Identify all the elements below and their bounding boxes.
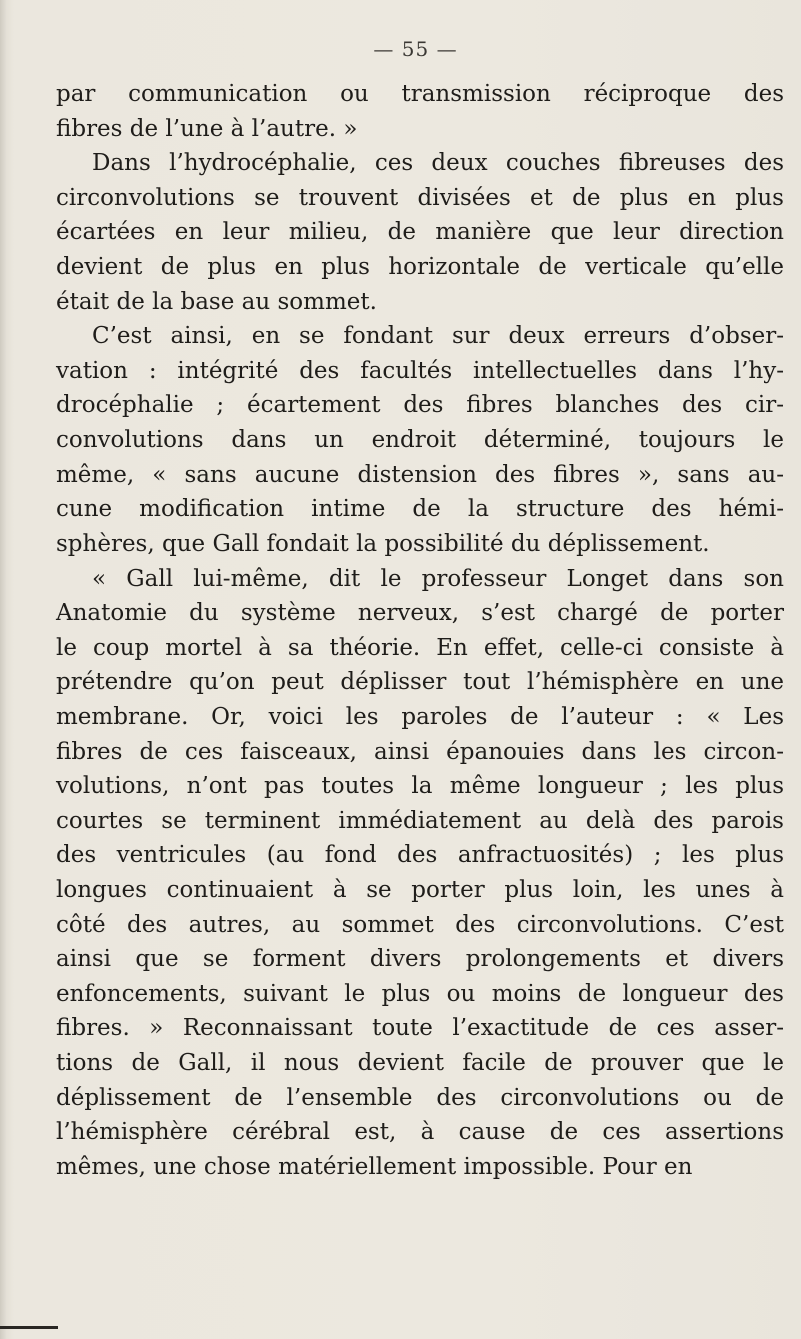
text-line: courtes se terminent immédiatement au delà des parois [56,807,784,834]
text-line: « Gall lui-même, dit le professeur Longet dans son [92,565,784,592]
text-line: drocéphalie ; écartement des fibres blanches des cir- [56,392,784,419]
text-line: cune modification intime de la structure des hémi- [56,496,784,523]
page-spine-edge [0,0,6,1339]
text-line: fibres. » Reconnaissant toute l’exactitude de ces asser- [56,1015,784,1042]
text-line: enfoncements, suivant le plus ou moins de longueur des [56,980,784,1007]
text-line: l’hémisphère cérébral est, à cause de ces assertions [56,1119,784,1146]
text-line: fibres de l’une à l’autre. » [56,115,358,142]
text-line: mêmes, une chose matériellement impossible. Pour en [56,1153,693,1180]
body-text [56,77,784,1185]
text-line: circonvolutions se trouvent divisées et de plus en plus [56,184,784,211]
text-line: des ventricules (au fond des anfractuosités) ; les plus [56,842,784,869]
text-line: sphères, que Gall fondait la possibilité du déplissement. [56,530,710,557]
text-line: prétendre qu’on peut déplisser tout l’hémisphère en une [56,669,784,696]
text-line: par communication ou transmission réciproque des [56,81,784,107]
text-line: Anatomie du système nerveux, s’est chargé de porter [56,600,784,627]
text-line: longues continuaient à se porter plus loin, les unes à [56,877,784,904]
text-line: Dans l’hydrocéphalie, ces deux couches fibreuses des [92,150,784,177]
page-number: — 55 — [373,37,458,61]
text-line: convolutions dans un endroit déterminé, toujours le [56,427,784,454]
text-line: volutions, n’ont pas toutes la même longueur ; les plus [56,773,784,800]
text-line: même, « sans aucune distension des fibres », sans au- [56,461,784,488]
text-line: le coup mortel à sa théorie. En effet, celle-ci consiste à [56,634,784,661]
text-line: ainsi que se forment divers prolongements et divers [56,946,784,973]
text-line: membrane. Or, voici les paroles de l’auteur : « Les [56,703,784,730]
text-line: déplissement de l’ensemble des circonvolutions ou de [56,1084,784,1111]
text-line: fibres de ces faisceaux, ainsi épanouies dans les circon- [56,738,784,765]
text-line: C’est ainsi, en se fondant sur deux erreurs d’obser- [92,323,784,350]
text-line: devient de plus en plus horizontale de verticale qu’elle [56,254,784,281]
text-line: tions de Gall, il nous devient facile de prouver que le [56,1050,784,1077]
text-line: vation : intégrité des facultés intellectuelles dans l’hy- [56,357,784,384]
text-line: côté des autres, au sommet des circonvolutions. C’est [56,911,784,938]
bottom-edge-rule [0,1326,58,1329]
text-line: était de la base au sommet. [56,288,377,315]
text-line: écartées en leur milieu, de manière que leur direction [56,219,784,246]
